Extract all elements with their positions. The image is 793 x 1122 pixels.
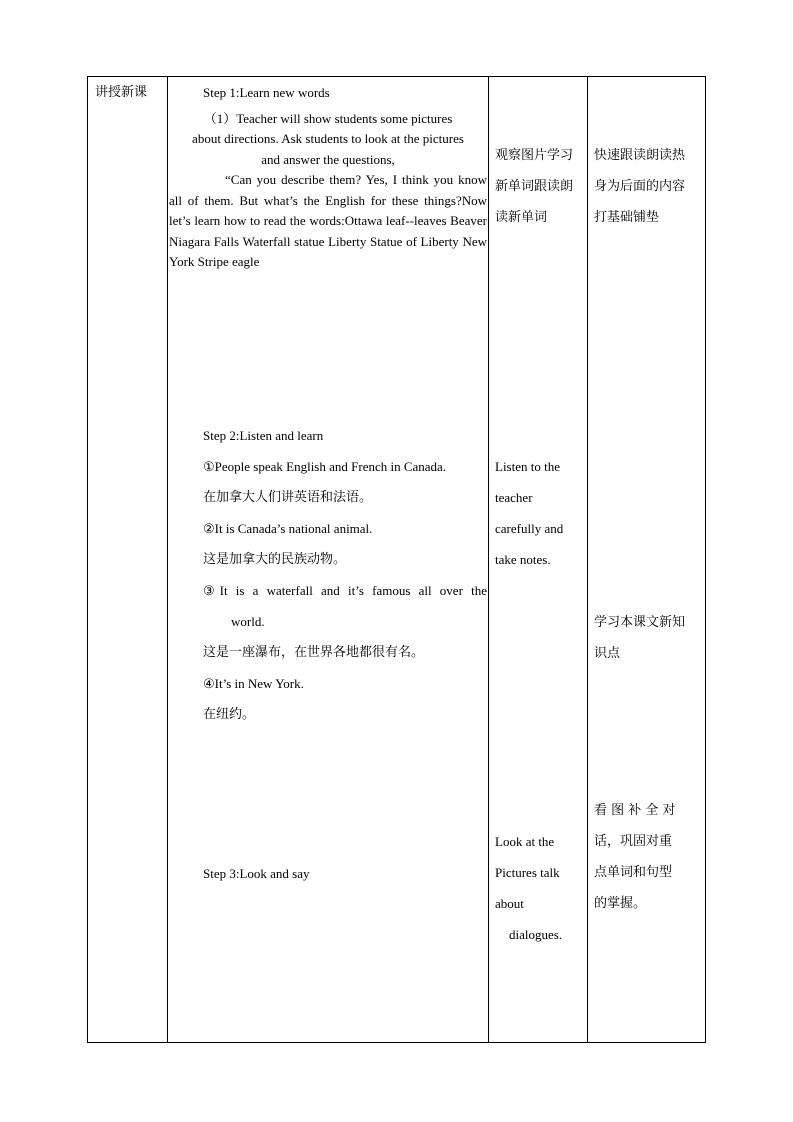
column-divider (587, 77, 588, 1042)
text-line: 新单词跟读朗 (495, 179, 574, 194)
text-line: 快速跟读朗读热 (594, 148, 686, 163)
text-line: 身为后面的内容 (594, 179, 686, 194)
lesson-plan-table (87, 76, 706, 1043)
step2-sentence-3-cont: world. (231, 614, 265, 629)
step2-title: Step 2:Listen and learn (203, 428, 324, 443)
column-divider (167, 77, 168, 1042)
step1-block (169, 83, 487, 273)
step2-sentence-3-cn: 这是一座瀑布，在世界各地都很有名。 (203, 645, 425, 660)
text-line: carefully and (495, 521, 564, 536)
text-line: 观察图片学习 (495, 148, 574, 163)
step1-student-activity (495, 140, 587, 233)
text-line: 点单词和句型 (594, 865, 673, 880)
step2-student-activity (495, 451, 587, 575)
text-line: 看 图 补 全 对 (594, 803, 676, 818)
row-label: 讲授新课 (95, 85, 148, 100)
step2-sentence-1: ①People speak English and French in Canada. (203, 459, 447, 474)
text-line: 读新单词 (495, 210, 548, 225)
step3-title: Step 3:Look and say (203, 866, 310, 881)
step2-block (169, 420, 487, 730)
step3-student-activity (495, 826, 587, 950)
text-line: 打基础铺垫 (594, 210, 660, 225)
text-line: teacher (495, 490, 533, 505)
text-line: 学习本课文新知 (594, 615, 686, 630)
step2-sentence-1-cn: 在加拿大人们讲英语和法语。 (203, 490, 373, 505)
step1-purpose (594, 140, 702, 233)
step2-sentence-4: ④It’s in New York. (203, 676, 304, 691)
step2-sentence-2: ②It is Canada’s national animal. (203, 521, 373, 536)
step1-paragraph: “Can you describe them? Yes, I think you know all of them. But what’s the English for these things?Now let’s learn how to read the words:Ottawa leaf--leaves Beaver Niagara Falls Waterfall statue Liberty Statue of Liberty New York Stripe eagle (169, 172, 487, 269)
step2-sentence-4-cn: 在纽约。 (203, 707, 256, 722)
text-line: about (495, 896, 524, 911)
text-line: dialogues. (509, 927, 563, 942)
text-line: Pictures talk (495, 865, 560, 880)
step2-sentence-3: ③It is a waterfall and it’s famous all over the (203, 583, 487, 598)
column-divider (488, 77, 489, 1042)
step1-line-3: and answer the questions, (261, 151, 395, 167)
step2-sentence-2-cn: 这是加拿大的民族动物。 (203, 552, 347, 567)
step1-line-1: （1）Teacher will show students some pictures (203, 110, 453, 126)
text-line: take notes. (495, 552, 551, 567)
text-line: 的掌握。 (594, 896, 647, 911)
text-line: Listen to the (495, 459, 560, 474)
step1-title: Step 1:Learn new words (203, 85, 330, 100)
text-line: 话，巩固对重 (594, 834, 673, 849)
text-line: 识点 (594, 646, 621, 661)
step2-purpose (594, 607, 702, 669)
text-line: Look at the (495, 834, 555, 849)
step3-purpose (594, 795, 702, 919)
step1-line-2: about directions. Ask students to look at the pictures (192, 131, 464, 146)
